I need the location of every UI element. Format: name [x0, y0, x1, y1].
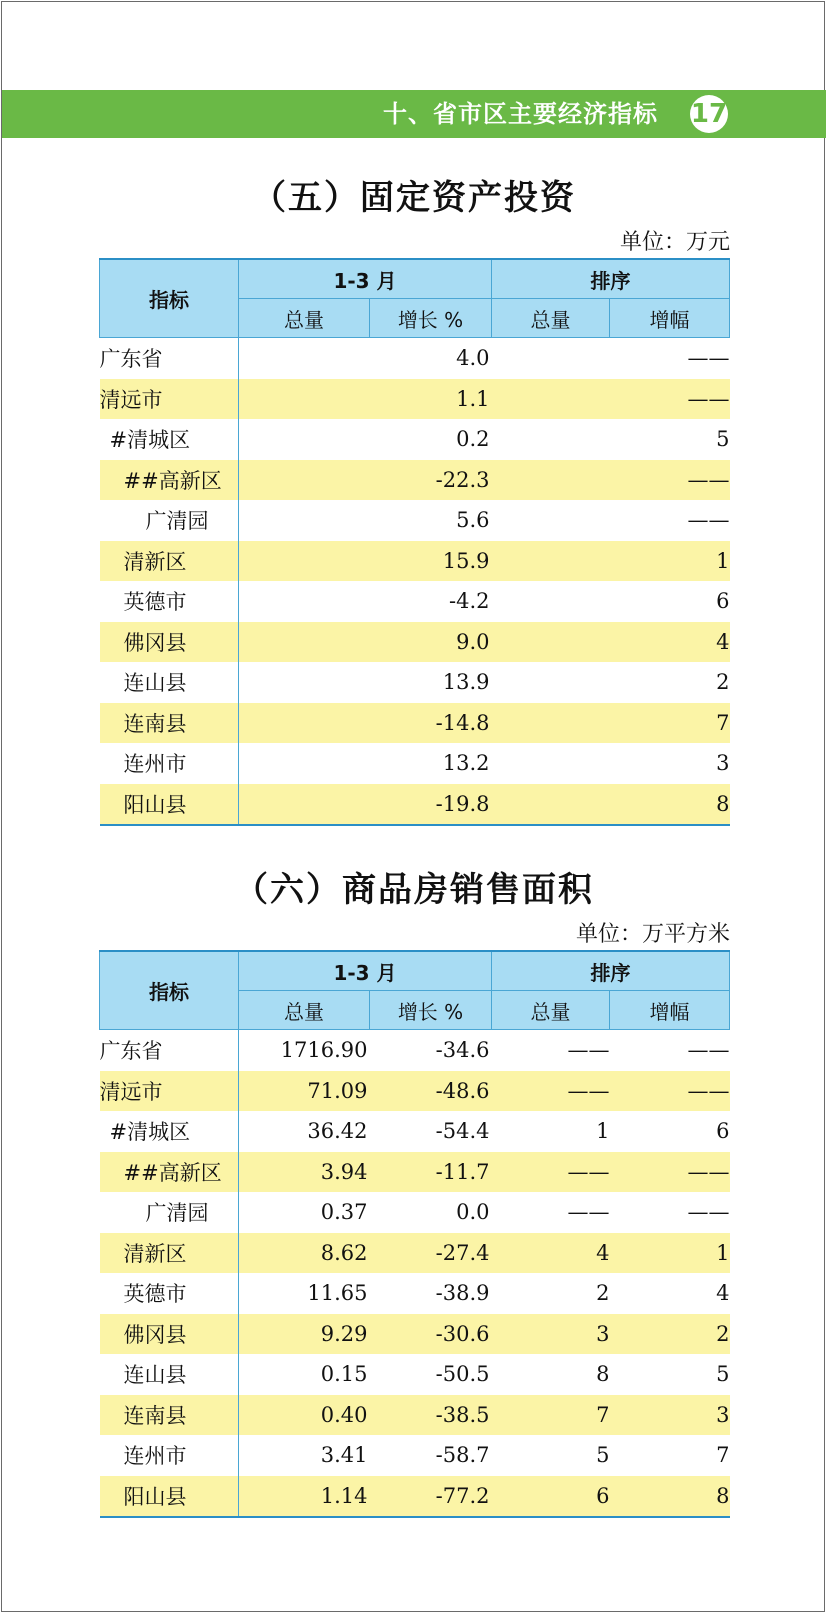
cell-rank-growth: ——: [610, 1152, 730, 1193]
cell-rank-growth: 8: [610, 784, 730, 826]
cell-rank-total: [492, 379, 610, 420]
table-row: [100, 1233, 730, 1274]
cell-total: 0.40: [239, 1395, 370, 1436]
table-row: [100, 784, 730, 826]
table-row: [100, 1395, 730, 1436]
header-rank-growth: 增幅: [610, 991, 730, 1030]
cell-total: 9.29: [239, 1314, 370, 1355]
cell-rank-growth: 8: [610, 1476, 730, 1518]
chapter-banner: [2, 90, 826, 138]
cell-total: 8.62: [239, 1233, 370, 1274]
row-name: 广东省: [100, 1030, 239, 1071]
cell-rank-total: ——: [567, 1200, 610, 1225]
cell-rank-growth: 5: [716, 427, 730, 452]
cell-total: [239, 743, 370, 784]
cell-rank-growth: ——: [610, 1071, 730, 1112]
page-number-badge: 17: [690, 95, 728, 133]
cell-rank-growth: 3: [716, 751, 730, 776]
row-name: 清远市: [100, 379, 239, 420]
cell-growth: 0.0: [456, 1200, 490, 1225]
cell-total: [239, 703, 370, 744]
cell-rank-growth: 7: [716, 1443, 730, 1468]
row-name: 清远市: [100, 1071, 239, 1112]
table-row: [100, 379, 730, 420]
cell-total: 0.37: [320, 1200, 368, 1225]
cell-total: 11.65: [307, 1281, 368, 1306]
row-name: 广清园: [100, 500, 239, 541]
section-title-fixed-asset-investment: （五）固定资产投资: [252, 178, 576, 218]
header-period: 1-3 月: [239, 951, 492, 991]
cell-growth: -38.5: [370, 1395, 492, 1436]
table-row: [100, 1354, 730, 1395]
cell-rank-total: 6: [492, 1476, 610, 1518]
cell-growth: -48.6: [370, 1071, 492, 1112]
cell-rank-total: [492, 784, 610, 826]
cell-rank-total: ——: [567, 1038, 610, 1063]
cell-total: [239, 581, 370, 622]
cell-rank-growth: ——: [687, 1200, 730, 1225]
cell-rank-total: 4: [492, 1233, 610, 1274]
table-row: [100, 1435, 730, 1476]
cell-rank-total: [492, 622, 610, 663]
cell-total: 3.94: [239, 1152, 370, 1193]
cell-rank-growth: 5: [716, 1362, 730, 1387]
cell-rank-total: [492, 662, 610, 703]
header-growth: 增长 %: [370, 991, 492, 1030]
cell-growth: 13.9: [442, 670, 490, 695]
cell-total: [239, 460, 370, 501]
row-name: 连南县: [100, 1395, 239, 1436]
header-indicator: 指标: [100, 951, 239, 1030]
cell-rank-total: 8: [596, 1362, 610, 1387]
cell-growth: -22.3: [370, 460, 492, 501]
header-period: 1-3 月: [239, 259, 492, 299]
cell-total: 1.14: [239, 1476, 370, 1518]
cell-total: [239, 622, 370, 663]
row-name: 阳山县: [100, 784, 239, 826]
cell-total: [239, 338, 370, 379]
row-name: 佛冈县: [100, 622, 239, 663]
unit-label-section2: 单位：万平方米: [575, 922, 730, 947]
cell-total: [239, 541, 370, 582]
cell-rank-total: [492, 743, 610, 784]
cell-growth: -19.8: [370, 784, 492, 826]
header-growth: 增长 %: [370, 299, 492, 338]
table-row: [100, 338, 730, 379]
cell-rank-growth: 4: [610, 622, 730, 663]
table-row: [100, 1030, 730, 1071]
table-fixed-asset-investment: [99, 258, 730, 826]
cell-total: 36.42: [307, 1119, 368, 1144]
cell-growth: -14.8: [370, 703, 492, 744]
table-row: [100, 1152, 730, 1193]
cell-growth: -50.5: [435, 1362, 490, 1387]
cell-total: 0.15: [320, 1362, 368, 1387]
cell-growth: 5.6: [456, 508, 490, 533]
cell-rank-growth: 6: [716, 1119, 730, 1144]
cell-growth: -30.6: [370, 1314, 492, 1355]
table-row: [100, 1476, 730, 1518]
table-row: [100, 1273, 730, 1314]
table-row: [100, 500, 730, 541]
header-total: 总量: [239, 991, 370, 1030]
row-name: 阳山县: [100, 1476, 239, 1518]
cell-growth: 0.2: [456, 427, 490, 452]
header-rank: 排序: [492, 951, 730, 991]
cell-total: 1716.90: [280, 1038, 368, 1063]
cell-rank-growth: ——: [687, 1038, 730, 1063]
cell-rank-growth: 2: [716, 670, 730, 695]
header-indicator: 指标: [100, 259, 239, 338]
cell-growth: -54.4: [435, 1119, 490, 1144]
row-name: 清新区: [100, 541, 239, 582]
row-name: 英德市: [100, 1273, 239, 1314]
table-row: [100, 1071, 730, 1112]
header-rank: 排序: [492, 259, 730, 299]
cell-rank-total: [492, 500, 610, 541]
table-row: [100, 541, 730, 582]
header-total: 总量: [239, 299, 370, 338]
cell-growth: 15.9: [370, 541, 492, 582]
row-name: 清新区: [100, 1233, 239, 1274]
row-name: 英德市: [100, 581, 239, 622]
table-row: [100, 703, 730, 744]
cell-growth: -11.7: [370, 1152, 492, 1193]
cell-rank-total: ——: [492, 1071, 610, 1112]
table-body-section2: [100, 1030, 730, 1518]
cell-total: [239, 500, 370, 541]
row-name: 连南县: [100, 703, 239, 744]
header-rank-total: 总量: [492, 991, 610, 1030]
cell-growth: -77.2: [370, 1476, 492, 1518]
cell-rank-growth: 3: [610, 1395, 730, 1436]
table-row: [100, 460, 730, 501]
cell-rank-total: 2: [596, 1281, 610, 1306]
row-name: 广清园: [100, 1192, 239, 1233]
row-name: ##高新区: [100, 460, 239, 501]
table-row: [100, 1111, 730, 1152]
cell-rank-growth: ——: [610, 379, 730, 420]
unit-label-section1: 单位：万元: [619, 230, 730, 255]
section-title-commercial-housing-sales: （六）商品房销售面积: [234, 870, 594, 910]
cell-rank-growth: ——: [687, 346, 730, 371]
cell-rank-growth: 7: [610, 703, 730, 744]
cell-rank-growth: 1: [610, 541, 730, 582]
table-row: [100, 419, 730, 460]
cell-rank-growth: 4: [716, 1281, 730, 1306]
table-row: [100, 662, 730, 703]
cell-growth: -34.6: [435, 1038, 490, 1063]
cell-rank-total: 7: [492, 1395, 610, 1436]
cell-rank-total: [492, 419, 610, 460]
table-row: [100, 581, 730, 622]
cell-rank-total: 3: [492, 1314, 610, 1355]
cell-total: [239, 662, 370, 703]
table-row: [100, 1314, 730, 1355]
row-name: #清城区: [100, 419, 239, 460]
cell-growth: -38.9: [435, 1281, 490, 1306]
cell-total: [239, 379, 370, 420]
cell-rank-total: [492, 338, 610, 379]
table-body-section1: [100, 338, 730, 826]
cell-growth: -27.4: [370, 1233, 492, 1274]
cell-rank-total: ——: [492, 1152, 610, 1193]
row-name: 佛冈县: [100, 1314, 239, 1355]
cell-rank-total: [492, 460, 610, 501]
header-rank-growth: 增幅: [610, 299, 730, 338]
row-name: 连州市: [100, 1435, 239, 1476]
table-row: [100, 1192, 730, 1233]
row-name: #清城区: [100, 1111, 239, 1152]
cell-growth: 13.2: [442, 751, 490, 776]
cell-rank-growth: ——: [610, 460, 730, 501]
cell-total: [239, 419, 370, 460]
table-commercial-housing-sales: [99, 950, 730, 1518]
header-rank-total: 总量: [492, 299, 610, 338]
cell-rank-growth: 1: [610, 1233, 730, 1274]
cell-rank-total: 1: [596, 1119, 610, 1144]
row-name: 广东省: [100, 338, 239, 379]
row-name: 连州市: [100, 743, 239, 784]
row-name: 连山县: [100, 662, 239, 703]
cell-rank-growth: 6: [716, 589, 730, 614]
cell-rank-total: [492, 703, 610, 744]
cell-rank-total: [492, 581, 610, 622]
cell-total: [239, 784, 370, 826]
cell-growth: 4.0: [456, 346, 490, 371]
table-row: [100, 622, 730, 663]
cell-total: 3.41: [320, 1443, 368, 1468]
cell-growth: 9.0: [370, 622, 492, 663]
row-name: 连山县: [100, 1354, 239, 1395]
cell-growth: -4.2: [449, 589, 490, 614]
cell-rank-growth: ——: [687, 508, 730, 533]
row-name: ##高新区: [100, 1152, 239, 1193]
cell-growth: -58.7: [435, 1443, 490, 1468]
chapter-title: 十、省市区主要经济指标: [383, 100, 658, 128]
cell-rank-growth: 2: [610, 1314, 730, 1355]
table-row: [100, 743, 730, 784]
cell-total: 71.09: [239, 1071, 370, 1112]
cell-growth: 1.1: [370, 379, 492, 420]
cell-rank-total: [492, 541, 610, 582]
cell-rank-total: 5: [596, 1443, 610, 1468]
